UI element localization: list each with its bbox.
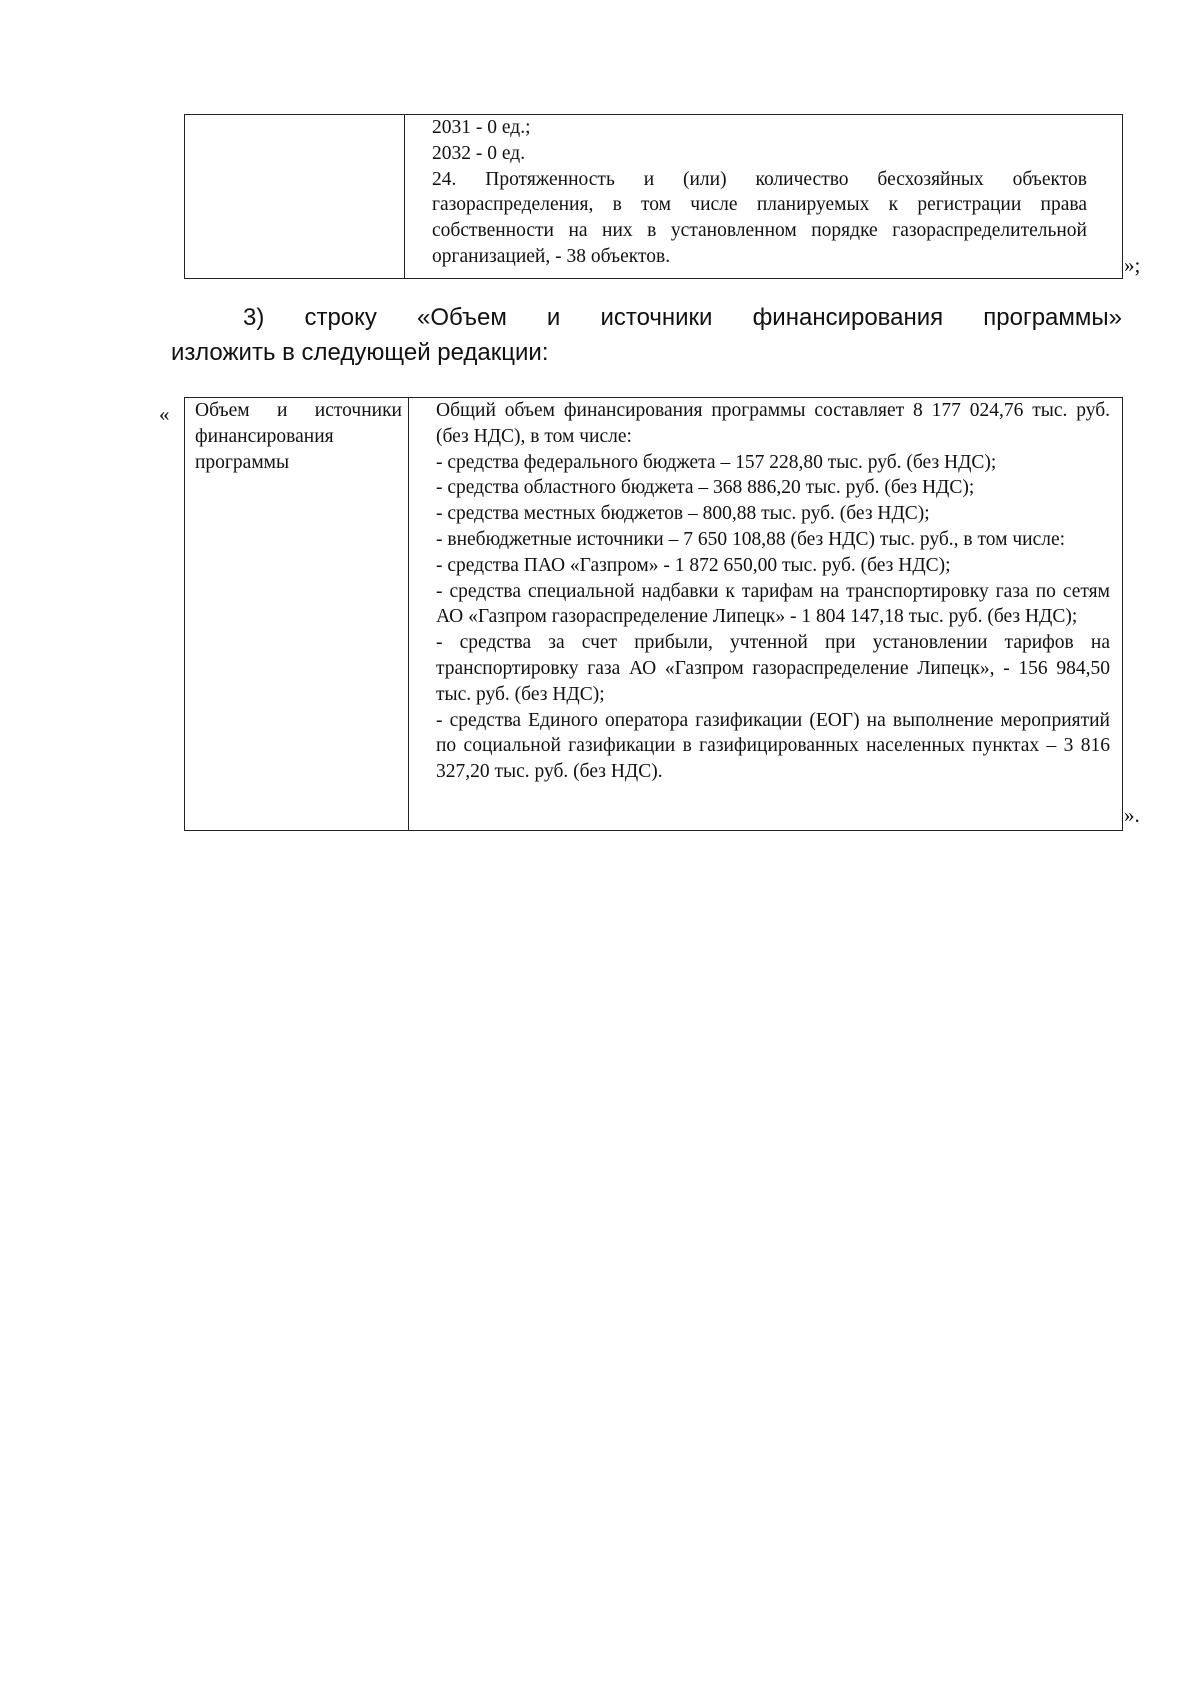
financing-line: - средства специальной надбавки к тарифам на транспортировку газа по сетям АО «Газпром газораспределение Липецк» - 1 804 147,18 тыс. руб. (без НДС); xyxy=(436,580,1110,628)
financing-line: Общий объем финансирования программы составляет 8 177 024,76 тыс. руб. (без НДС), в том числе: xyxy=(436,400,1110,447)
financing-line: - средства за счет прибыли, учтенной при установлении тарифов на транспортировку газа АО «Газпром газораспределение Липецк», - 156 984,50 тыс. руб. (без НДС); xyxy=(436,632,1110,705)
indicator-line: 2031 - 0 ед.; xyxy=(432,117,531,138)
table-cell-indicators xyxy=(405,115,1123,279)
indicator-line: 2032 - 0 ед. xyxy=(432,142,526,164)
paragraph-line: изложить в следующей редакции: xyxy=(171,339,549,366)
opening-quote: « xyxy=(159,402,170,426)
indicator-line: 24. Протяженность и (или) количество бесхозяйных объектов газораспределения, в том числе планируемых к регистрации права собственности на них в установленном порядке газораспределительной организацией, - 38 объектов. xyxy=(432,168,1087,267)
table-row xyxy=(185,115,1123,279)
table-cell-label: Объем и источники финансирования программы xyxy=(185,398,409,831)
closing-quote: ». xyxy=(1124,803,1140,827)
indicators-table xyxy=(184,114,1123,279)
financing-line: - средства местных бюджетов – 800,88 тыс. руб. (без НДС); xyxy=(436,503,930,525)
amendment-paragraph xyxy=(171,300,1122,370)
financing-table xyxy=(184,397,1123,831)
table-cell-financing xyxy=(409,398,1123,831)
financing-line: - внебюджетные источники – 7 650 108,88 (без НДС) тыс. руб., в том числе: xyxy=(436,528,1066,550)
financing-line: - средства федерального бюджета – 157 228,80 тыс. руб. (без НДС); xyxy=(436,451,997,473)
financing-line: - средства ПАО «Газпром» - 1 872 650,00 тыс. руб. (без НДС); xyxy=(436,554,951,576)
closing-quote: »; xyxy=(1124,253,1141,277)
paragraph-line: 3) строку «Объем и источники финансирования программы» xyxy=(243,304,1122,331)
table-row xyxy=(185,398,1123,831)
table-cell-empty xyxy=(185,115,405,279)
financing-line: - средства Единого оператора газификации (ЕОГ) на выполнение мероприятий по социальной газификации в газифицированных населенных пунктах – 3 816 327,20 тыс. руб. (без НДС). xyxy=(436,709,1110,783)
financing-line: - средства областного бюджета – 368 886,20 тыс. руб. (без НДС); xyxy=(436,477,975,499)
